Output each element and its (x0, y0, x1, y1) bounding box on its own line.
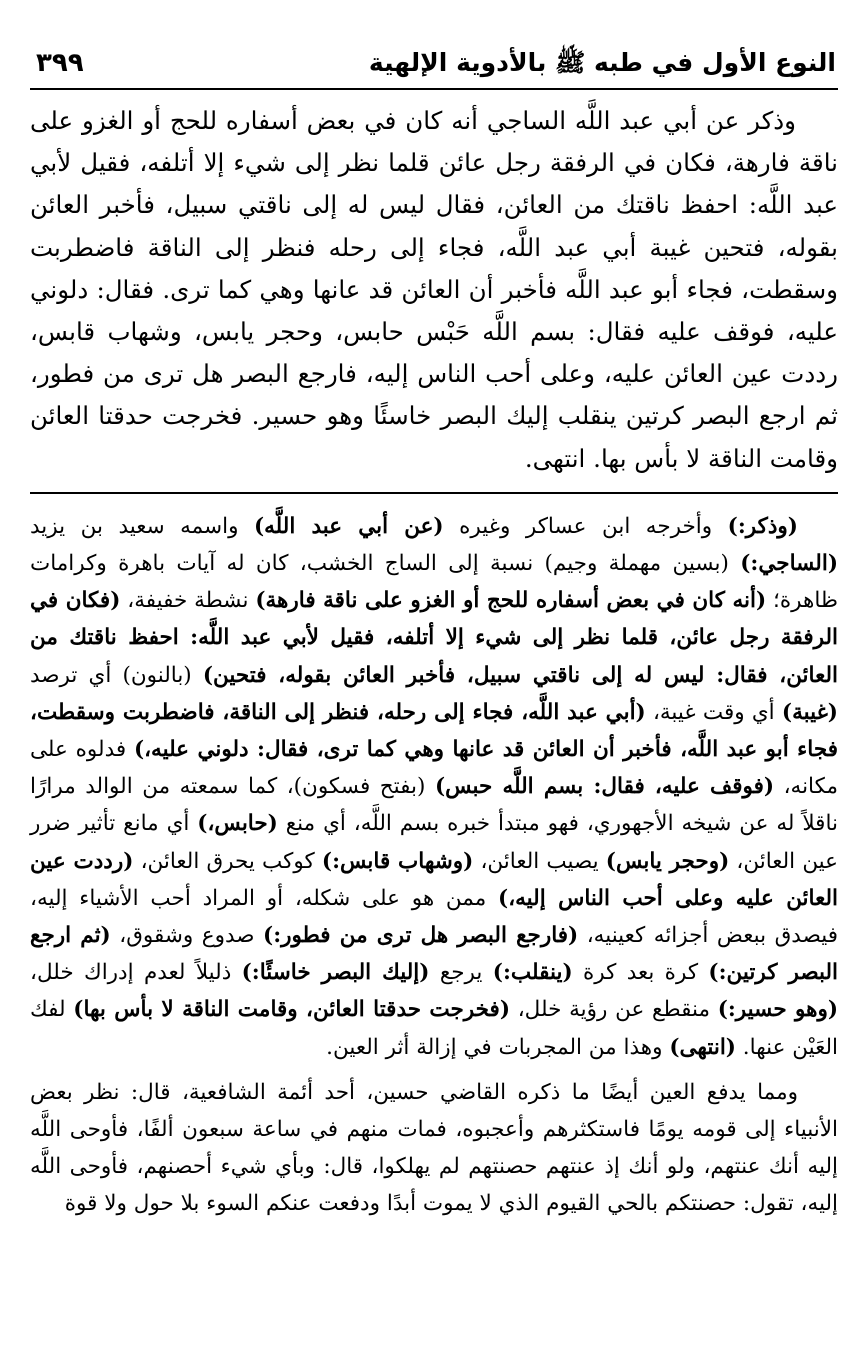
commentary-text: (بالنون) أي ترصد (30, 662, 203, 688)
commentary-quoted-text: (أبي عبد اللَّه، فجاء إلى رحله، فنظر إلى الناقة، فاضطربت وسقطت، فجاء أبو عبد اللَّه، فأخبر أن العائن قد عانها وهي كما ترى، فقال: دلوني عليه،) (30, 699, 838, 763)
commentary (30, 508, 838, 1223)
running-header (30, 42, 838, 90)
commentary-paragraph-2 (30, 1074, 838, 1223)
commentary-text: وأخرجه ابن عساكر وغيره (443, 513, 728, 539)
commentary-quoted-text: (إليك البصر خاسئًا:) (241, 960, 430, 986)
commentary-quoted-text: (ثم ارجع البصر كرتين:) (30, 923, 838, 986)
commentary-quoted-text: (حابس،) (197, 811, 278, 837)
commentary-text: ممن هو على شكله، أو المراد أحب الأشياء إليه، فيصدق ببعض أجزائه كعينيه، (30, 885, 838, 949)
commentary-paragraph-2-text: ومما يدفع العين أيضًا ما ذكره القاضي حسين، أحد أئمة الشافعية، قال: نظر بعض الأنبياء إلى قومه يومًا فاستكثرهم وأعجبوه، فمات منهم في ساعة سبعون ألفًا، فأوحى اللَّه إليه أنك عنتهم، ولو أنك إذ عنتهم حصنتهم لم يهلكوا، قال: وبأي شيء أحصنهم، فأوحى اللَّه إليه، تقول: حصنتكم بالحي القيوم الذي لا يموت أبدًا ودفعت عنكم السوء بلا حول ولا قوة (30, 1079, 838, 1217)
commentary-quoted-text: (وذكر:) (727, 513, 798, 539)
page-number: ٣٩٩ (36, 48, 84, 78)
commentary-text: يرجع (429, 960, 493, 986)
commentary-quoted-text: (انتهى) (669, 1034, 736, 1060)
commentary-text: فدلوه على مكانه، (30, 737, 838, 800)
commentary-text: أي مانع تأثير ضرر عين العائن، (30, 811, 838, 874)
commentary-text: كرة بعد كرة (572, 960, 709, 986)
commentary-quoted-text: (الساجي:) (740, 551, 838, 577)
commentary-quoted-text: (ينقلب:) (492, 960, 573, 986)
commentary-text: وهذا من المجربات في إزالة أثر العين. (326, 1034, 670, 1060)
commentary-quoted-text: (فخرجت حدقتا العائن، وقامت الناقة لا بأس بها) (73, 997, 510, 1023)
commentary-text: لفك العَيْن عنها. (30, 997, 838, 1060)
commentary-text: (بسين مهملة وجيم) نسبة إلى الساج الخشب، كان له آيات باهرة وكرامات ظاهرة؛ (30, 551, 838, 614)
commentary-quoted-text: (فارجع البصر هل ترى من فطور:) (263, 923, 579, 949)
commentary-quoted-text: (فوقف عليه، فقال: بسم اللَّه حبس) (434, 774, 775, 800)
commentary-quoted-text: (عن أبي عبد اللَّه) (253, 513, 444, 539)
main-paragraph-text: وذكر عن أبي عبد اللَّه الساجي أنه كان في بعض أسفاره للحج أو الغزو على ناقة فارهة، فكان في الرفقة رجل عائن قلما نظر إلى شيء إلا أتلفه، فقيل لأبي عبد اللَّه: احفظ ناقتك من العائن، فقال ليس له إلى ناقتي سبيل، فأخبر العائن بقوله، فتحين غيبة أبي عبد اللَّه، فجاء إلى رحله فنظر إلى الناقة فاضطربت وسقطت، فجاء أبو عبد اللَّه فأخبر أن العائن قد عانها وهي كما ترى. فقال: دلوني عليه، فوقف عليه فقال: بسم اللَّه حَبْس حابس، وحجر يابس، وشهاب قابس، رددت عين العائن عليه، وعلى أحب الناس إليه، فارجع البصر هل ترى من فطور، ثم ارجع البصر كرتين ينقلب إليك البصر خاسئًا وهو حسير. فخرجت حدقتا العائن وقامت الناقة لا بأس بها. انتهى. (30, 106, 838, 473)
commentary-quoted-text: (فكان في الرفقة رجل عائن، قلما نظر إلى شيء إلا أتلفه، فقيل لأبي عبد اللَّه: احفظ ناقتك من العائن، فقال: ليس له إلى ناقتي سبيل، فأخبر العائن بقوله، فتحين) (30, 588, 838, 688)
commentary-text: واسمه سعيد بن يزيد (30, 513, 254, 539)
section-divider (30, 492, 838, 494)
commentary-quoted-text: (أنه كان في بعض أسفاره للحج أو الغزو على ناقة فارهة) (255, 588, 767, 614)
commentary-quoted-text: (وشهاب قابس:) (321, 848, 474, 874)
commentary-text: أي وقت غيبة، (645, 699, 782, 725)
commentary-text: يصيب العائن، (473, 848, 606, 874)
commentary-paragraph-1 (30, 508, 838, 1066)
commentary-text: صدوع وشقوق، (110, 923, 264, 949)
commentary-text: منقطع عن رؤية خلل، (510, 997, 718, 1023)
book-page (30, 42, 838, 1223)
main-paragraph (30, 100, 838, 480)
commentary-text: كوكب يحرق العائن، (133, 848, 322, 874)
commentary-text: (بفتح فسكون)، كما سمعته من الوالد مرارًا ناقلاً له عن شيخه الأجهوري، فهو مبتدأ خبره بسم اللَّه، أي منع (30, 774, 838, 837)
chapter-title: النوع الأول في طبه ﷺ بالأدوية الإلهية (368, 48, 836, 77)
commentary-text: ذليلاً لعدم إدراك خلل، (30, 960, 242, 986)
main-text (30, 100, 838, 480)
commentary-quoted-text: (رددت عين العائن عليه وعلى أحب الناس إليه،) (30, 848, 838, 911)
commentary-quoted-text: (وهو حسير:) (717, 997, 838, 1023)
commentary-quoted-text: (وحجر يابس) (605, 848, 730, 874)
commentary-text: نشطة خفيفة، (120, 588, 256, 614)
commentary-quoted-text: (غيبة) (781, 699, 838, 725)
